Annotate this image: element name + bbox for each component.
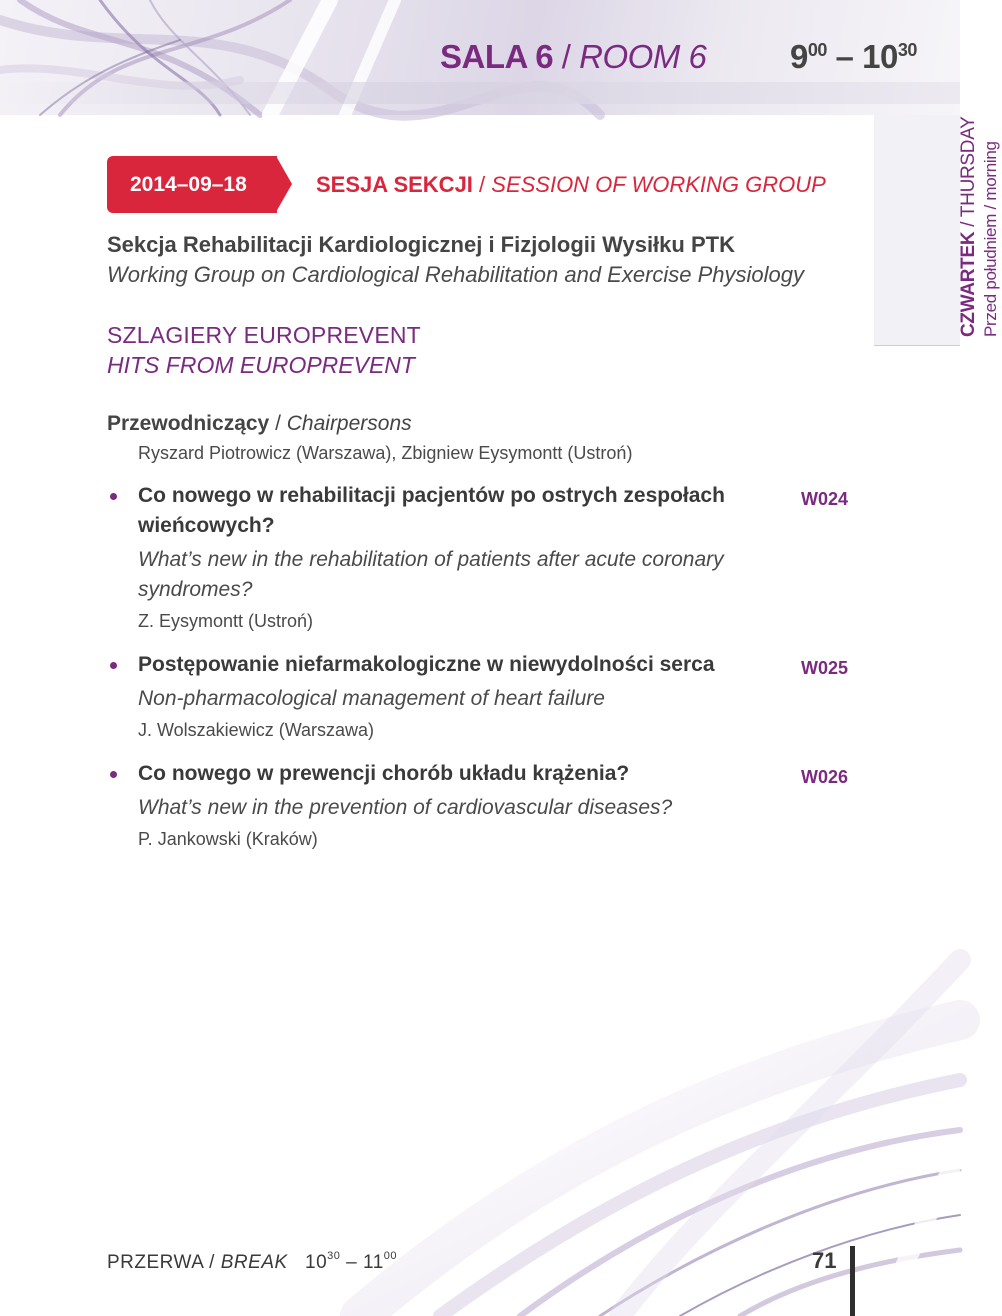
- talk-title-en-cont: syndromes?: [138, 578, 253, 601]
- working-group-name-en: Working Group on Cardiological Rehabilitation and Exercise Physiology: [107, 262, 805, 287]
- header-strip: [0, 82, 960, 104]
- session-time: $9^{00} - 10^{30}$: [790, 38, 917, 75]
- chairpersons-label: Przewodniczący / Chairpersons: [107, 412, 412, 435]
- chairpersons-names: Ryszard Piotrowicz (Warszawa), Zbigniew Eysymontt (Ustroń): [138, 443, 633, 463]
- talk-code: W024: [801, 489, 849, 509]
- talk-title-pl: Co nowego w prewencji chorób układu krążenia?: [138, 762, 630, 785]
- talk-title-en: What’s new in the rehabilitation of patients after acute coronary: [138, 548, 724, 571]
- session-date-badge: 2014–09–18: [107, 156, 277, 213]
- working-group-name-pl: Sekcja Rehabilitacji Kardiologicznej i Fizjologii Wysiłku PTK: [107, 232, 735, 257]
- day-side-tab: [874, 115, 1000, 346]
- day-side-tab-text: [958, 116, 1002, 337]
- talk-speaker: Z. Eysymontt (Ustroń): [138, 611, 314, 631]
- bullet-icon: [110, 493, 117, 500]
- bullet-icon: [110, 662, 117, 669]
- talk-title-pl-cont: wieńcowych?: [138, 514, 275, 537]
- session-title-pl: SZLAGIERY EUROPREVENT: [107, 322, 421, 348]
- break-info: PRZERWA / BREAK $10^{30} - 11^{00}$: [107, 1250, 398, 1273]
- talk-code: W026: [801, 767, 849, 787]
- talk-title-pl: Co nowego w rehabilitacji pacjentów po ostrych zespołach: [138, 484, 725, 507]
- talk-title-en: Non-pharmacological management of heart failure: [138, 687, 605, 710]
- session-type: SESJA SEKCJI / SESSION OF WORKING GROUP: [316, 172, 826, 197]
- talk-speaker: P. Jankowski (Kraków): [138, 829, 318, 849]
- talk-title-pl: Postępowanie niefarmakologiczne w niewydolności serca: [138, 653, 715, 676]
- header-banner: [0, 0, 960, 115]
- page-number-rule: [850, 1246, 855, 1316]
- time-of-day-label: Przed południem / morning: [981, 141, 1000, 337]
- talk-code: W025: [801, 658, 849, 678]
- bullet-icon: [110, 771, 117, 778]
- date-badge-arrow: [276, 156, 292, 212]
- page-number: 71: [812, 1248, 837, 1273]
- day-label: CZWARTEK / THURSDAY: [958, 116, 979, 337]
- talk-title-en: What’s new in the prevention of cardiovascular diseases?: [138, 796, 673, 819]
- talk-speaker: J. Wolszakiewicz (Warszawa): [138, 720, 375, 740]
- session-title-en: HITS FROM EUROPREVENT: [107, 352, 415, 378]
- room-title: SALA 6 / ROOM 6: [440, 38, 707, 75]
